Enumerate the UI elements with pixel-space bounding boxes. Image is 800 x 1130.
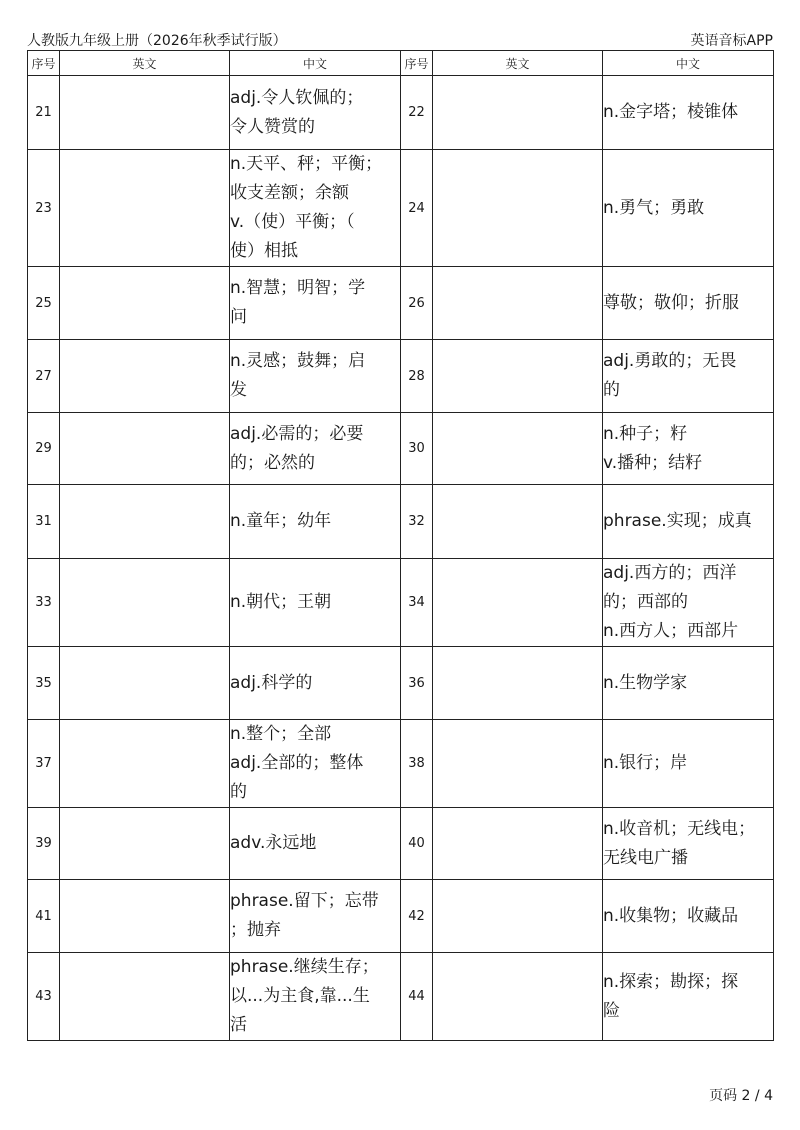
table-row (28, 150, 774, 267)
chinese-meaning-line: 令人赞赏的 (230, 116, 315, 137)
page-number: 页码 2 / 4 (709, 1088, 773, 1104)
chinese-meaning-cell (230, 880, 401, 953)
table-row (28, 267, 774, 340)
english-answer-cell[interactable] (433, 720, 603, 808)
entry-number: 23 (28, 150, 60, 267)
chinese-meaning-cell (603, 720, 774, 808)
chinese-meaning-cell (603, 808, 774, 880)
chinese-meaning-cell (230, 808, 401, 880)
chinese-meaning-line: ；抛弃 (230, 920, 281, 940)
chinese-meaning-line: phrase.继续生存； (230, 957, 379, 977)
english-answer-cell[interactable] (433, 76, 603, 150)
entry-number: 24 (401, 150, 433, 267)
chinese-meaning-line: n.童年；幼年 (230, 511, 332, 531)
entry-number: 29 (28, 413, 60, 485)
english-answer-cell[interactable] (433, 953, 603, 1041)
chinese-meaning-cell (603, 485, 774, 559)
english-answer-cell[interactable] (433, 150, 603, 267)
chinese-meaning-line: n.金字塔；棱锥体 (603, 102, 739, 122)
entry-number: 30 (401, 413, 433, 485)
entry-number: 43 (28, 953, 60, 1041)
english-answer-cell[interactable] (433, 267, 603, 340)
chinese-meaning-cell (230, 485, 401, 559)
chinese-meaning-line: 的 (603, 380, 620, 400)
entry-number: 26 (401, 267, 433, 340)
chinese-meaning-line: adj.必需的；必要 (230, 423, 364, 444)
chinese-meaning-cell (230, 953, 401, 1041)
english-answer-cell[interactable] (433, 647, 603, 720)
chinese-meaning-line: 的 (230, 782, 247, 802)
english-answer-cell[interactable] (433, 413, 603, 485)
chinese-meaning-line: phrase.留下；忘带 (230, 891, 379, 911)
chinese-meaning-line: n.生物学家 (603, 672, 688, 693)
entry-number: 37 (28, 720, 60, 808)
chinese-meaning-line: 活 (230, 1015, 247, 1035)
table-row (28, 880, 774, 953)
chinese-meaning-cell (230, 647, 401, 720)
english-answer-cell[interactable] (60, 340, 230, 413)
chinese-meaning-cell (603, 76, 774, 150)
chinese-meaning-line: v.（使）平衡；（ (230, 212, 355, 232)
chinese-meaning-cell (603, 880, 774, 953)
chinese-meaning-line: phrase.实现；成真 (603, 511, 752, 531)
chinese-meaning-line: 险 (603, 1000, 620, 1021)
entry-number: 32 (401, 485, 433, 559)
entry-number: 39 (28, 808, 60, 880)
chinese-meaning-line: adj.全部的；整体 (230, 753, 364, 773)
chinese-meaning-line: 使）相抵 (230, 241, 298, 261)
chinese-meaning-line: 的；必然的 (230, 452, 315, 473)
entry-number: 36 (401, 647, 433, 720)
entry-number: 44 (401, 953, 433, 1041)
entry-number: 42 (401, 880, 433, 953)
table-row (28, 559, 774, 647)
chinese-meaning-cell (230, 720, 401, 808)
table-row (28, 808, 774, 880)
chinese-meaning-line: 收支差额；余额 (230, 183, 349, 203)
table-header-row (28, 51, 774, 76)
chinese-meaning-cell (230, 559, 401, 647)
english-answer-cell[interactable] (433, 559, 603, 647)
chinese-meaning-line: n.智慧；明智；学 (230, 278, 366, 298)
english-answer-cell[interactable] (60, 647, 230, 720)
table-row (28, 485, 774, 559)
english-answer-cell[interactable] (60, 953, 230, 1041)
english-answer-cell[interactable] (60, 76, 230, 150)
chinese-meaning-cell (603, 340, 774, 413)
page-header (27, 30, 773, 50)
chinese-meaning-cell (603, 267, 774, 340)
english-answer-cell[interactable] (60, 150, 230, 267)
chinese-meaning-line: 尊敬；敬仰；折服 (603, 292, 739, 313)
chinese-meaning-cell (603, 413, 774, 485)
chinese-meaning-cell (603, 150, 774, 267)
table-row (28, 720, 774, 808)
chinese-meaning-line: 发 (230, 380, 247, 400)
entry-number: 21 (28, 76, 60, 150)
table-row (28, 340, 774, 413)
table-row (28, 647, 774, 720)
header-index-right: 序号 (401, 51, 433, 76)
chinese-meaning-line: n.西方人；西部片 (603, 621, 739, 641)
english-answer-cell[interactable] (433, 880, 603, 953)
table-row (28, 413, 774, 485)
chinese-meaning-line: v.播种；结籽 (603, 452, 703, 473)
english-answer-cell[interactable] (60, 808, 230, 880)
header-english-right: 英文 (433, 51, 603, 76)
entry-number: 38 (401, 720, 433, 808)
chinese-meaning-cell (230, 413, 401, 485)
chinese-meaning-line: adj.勇敢的；无畏 (603, 351, 737, 371)
english-answer-cell[interactable] (60, 880, 230, 953)
english-answer-cell[interactable] (60, 267, 230, 340)
entry-number: 31 (28, 485, 60, 559)
entry-number: 27 (28, 340, 60, 413)
english-answer-cell[interactable] (60, 559, 230, 647)
table-row (28, 953, 774, 1041)
entry-number: 33 (28, 559, 60, 647)
entry-number: 40 (401, 808, 433, 880)
chinese-meaning-line: n.勇气；勇敢 (603, 197, 705, 218)
chinese-meaning-cell (230, 76, 401, 150)
chinese-meaning-cell (230, 267, 401, 340)
english-answer-cell[interactable] (433, 808, 603, 880)
chinese-meaning-line: n.收音机；无线电； (603, 818, 756, 839)
chinese-meaning-cell (230, 150, 401, 267)
chinese-meaning-line: n.朝代；王朝 (230, 592, 332, 612)
chinese-meaning-line: n.收集物；收藏品 (603, 905, 739, 926)
english-answer-cell[interactable] (60, 720, 230, 808)
entry-number: 35 (28, 647, 60, 720)
chinese-meaning-line: n.探索；勘探；探 (603, 971, 739, 992)
chinese-meaning-line: n.银行；岸 (603, 753, 688, 773)
chinese-meaning-line: n.整个；全部 (230, 724, 332, 744)
app-name: 英语音标APP (690, 33, 773, 49)
chinese-meaning-line: 问 (230, 307, 247, 327)
entry-number: 22 (401, 76, 433, 150)
table-row (28, 76, 774, 150)
chinese-meaning-line: 无线电广播 (603, 847, 688, 868)
english-answer-cell[interactable] (433, 485, 603, 559)
header-english-left: 英文 (60, 51, 230, 76)
chinese-meaning-line: adj.西方的；西洋 (603, 563, 737, 583)
chinese-meaning-line: n.种子；籽 (603, 423, 688, 444)
chinese-meaning-cell (603, 953, 774, 1041)
chinese-meaning-line: adv.永远地 (230, 833, 317, 853)
document-title: 人教版九年级上册（2026年秋季试行版） (27, 33, 287, 49)
entry-number: 28 (401, 340, 433, 413)
header-chinese-left: 中文 (230, 51, 401, 76)
chinese-meaning-cell (603, 647, 774, 720)
entry-number: 41 (28, 880, 60, 953)
chinese-meaning-line: adj.科学的 (230, 672, 313, 693)
english-answer-cell[interactable] (60, 413, 230, 485)
chinese-meaning-line: 的；西部的 (603, 592, 688, 612)
vocabulary-table (27, 50, 774, 1041)
english-answer-cell[interactable] (433, 340, 603, 413)
entry-number: 25 (28, 267, 60, 340)
chinese-meaning-line: 以...为主食,靠...生 (230, 986, 370, 1006)
chinese-meaning-line: n.天平、秤；平衡； (230, 154, 383, 174)
entry-number: 34 (401, 559, 433, 647)
chinese-meaning-line: adj.令人钦佩的； (230, 87, 364, 108)
chinese-meaning-cell (230, 340, 401, 413)
header-index-left: 序号 (28, 51, 60, 76)
chinese-meaning-cell (603, 559, 774, 647)
english-answer-cell[interactable] (60, 485, 230, 559)
header-chinese-right: 中文 (603, 51, 774, 76)
chinese-meaning-line: n.灵感；鼓舞；启 (230, 351, 366, 371)
